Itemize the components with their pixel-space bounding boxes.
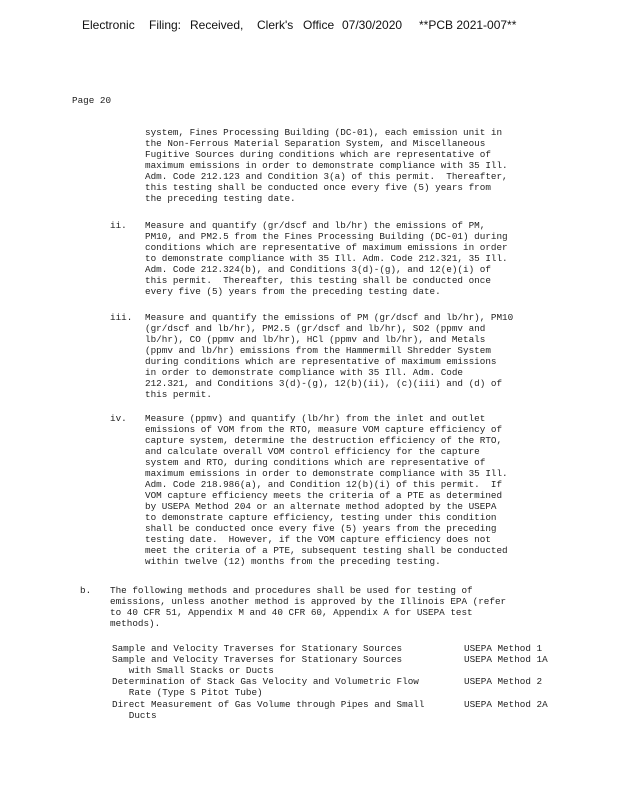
method-code: USEPA Method 2A <box>464 699 548 710</box>
continued-paragraph: system, Fines Processing Building (DC-01), each emission unit in the Non-Ferrous Material Separation System, and Miscellaneous Fugitive Sources during conditions which are representative of maximum emissions in order to demonstrate compliance with 35 Ill. Adm. Code 212.123 and Condition 3(a) of this permit. Thereafter, this testing shall be conducted once every five (5) years from the preceding testing date. <box>145 127 508 204</box>
method-code: USEPA Method 2 <box>464 676 543 687</box>
item-ii-text: Measure and quantify (gr/dscf and lb/hr) the emissions of PM, PM10, and PM2.5 from the Fines Processing Building (DC-01) during conditions which are representative of maximum emissions in order to demonstrate compliance with 35 Ill. Adm. Code 212.321, 35 Ill. Adm. Code 212.324(b), and Conditions 3(d)-(g), and 12(e)(i) of this permit. Thereafter, this testing shall be conducted once every five (5) years from the preceding testing date. <box>145 220 508 297</box>
section-b-number: b. <box>80 585 92 596</box>
method-name: Determination of Stack Gas Velocity and Volumetric Flow Rate (Type S Pitot Tube) <box>112 676 419 698</box>
method-name: Sample and Velocity Traverses for Stationary Sources <box>112 643 403 654</box>
method-name: Sample and Velocity Traverses for Stationary Sources with Small Stacks or Ducts <box>112 654 403 676</box>
method-name: Direct Measurement of Gas Volume through Pipes and Small Ducts <box>112 699 425 721</box>
item-iv-number: iv. <box>110 413 127 424</box>
header-clerks: Clerk's <box>257 18 294 32</box>
page-number: Page 20 <box>72 95 112 106</box>
item-iv-text: Measure (ppmv) and quantify (lb/hr) from the inlet and outlet emissions of VOM from the RTO, measure VOM capture efficiency of capture system, determine the destruction efficiency of the RTO, and calculate overall VOM control efficiency for the capture system and RTO, during conditions which are representative of maximum emissions in order to demonstrate compliance with 35 Ill. Adm. Code 218.986(a), and Condition 12(b)(i) of this permit. If VOM capture efficiency meets the criteria of a PTE as determined by USEPA Method 204 or an alternate method adopted by the USEPA to demonstrate capture efficiency, testing under this condition shall be conducted once every five (5) years from the preceding testing date. However, if the VOM capture efficiency does not meet the criteria of a PTE, subsequent testing shall be conducted within twelve (12) months from the preceding testing. <box>145 413 508 567</box>
method-code: USEPA Method 1A <box>464 654 548 665</box>
item-ii-number: ii. <box>110 220 127 231</box>
section-b-text: The following methods and procedures shall be used for testing of emissions, unless another method is approved by the Illinois EPA (refer to 40 CFR 51, Appendix M and 40 CFR 60, Appendix A for USEPA test methods). <box>110 585 507 629</box>
header-date: 07/30/2020 <box>342 18 403 32</box>
item-iii-number: iii. <box>110 312 133 323</box>
header-received: Received, <box>190 18 244 32</box>
header-filing: Filing: <box>149 18 182 32</box>
item-iii-text: Measure and quantify the emissions of PM (gr/dscf and lb/hr), PM10 (gr/dscf and lb/hr), PM2.5 (gr/dscf and lb/hr), SO2 (ppmv and lb/hr), CO (ppmv and lb/hr), HCl (ppmv and lb/hr), and Metals (ppmv and lb/hr) emissions from the Hammermill Shredder System during conditions which are representative of maximum emissions in order to demonstrate compliance with 35 Ill. Adm. Code 212.321, and Conditions 3(d)-(g), 12(b)(ii), (c)(iii) and (d) of this permit. <box>145 312 514 400</box>
header-docket: **PCB 2021-007** <box>419 18 517 32</box>
method-code: USEPA Method 1 <box>464 643 543 654</box>
header-electronic: Electronic <box>82 18 135 32</box>
header-office: Office <box>303 18 335 32</box>
